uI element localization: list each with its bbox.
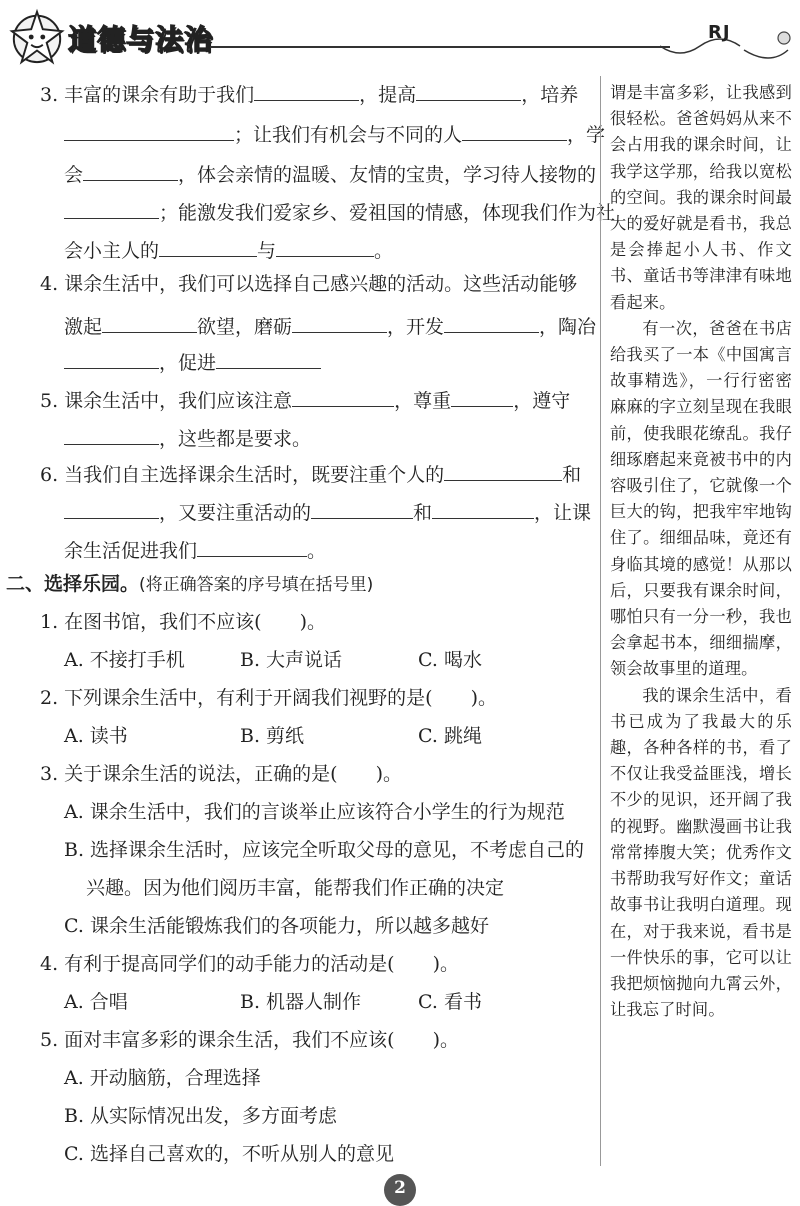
answer-blank[interactable] <box>64 198 159 219</box>
choice-q3: 3. 关于课余生活的说法，正确的是( )。 <box>40 763 402 785</box>
page-title: 道德与法治 <box>68 23 214 56</box>
choice-q4: 4. 有利于提高同学们的动手能力的活动是( )。 <box>40 953 459 975</box>
q3-line-3 <box>64 160 596 187</box>
q6-line-1 <box>40 460 581 487</box>
answer-blank[interactable] <box>451 386 513 407</box>
choice-q3-option-a[interactable]: A. 课余生活中，我们的言谈举止应该符合小学生的行为规范 <box>64 801 565 823</box>
q3-text: ，学 <box>567 124 606 146</box>
q5-text: 5. 课余生活中，我们应该注意 <box>40 390 293 412</box>
q3-line-1 <box>40 80 578 107</box>
choice-q1-option-c[interactable]: C. 喝水 <box>418 649 482 671</box>
choice-q3-option-b-cont: 兴趣。因为他们阅历丰富，能帮我们作正确的决定 <box>86 877 505 899</box>
q4-line-1: 4. 课余生活中，我们可以选择自己感兴趣的活动。这些活动能够 <box>40 273 578 295</box>
q4-line-2 <box>64 312 596 339</box>
passage-paragraph-3: 我的课余生活中，看书已成为了我最大的乐趣，各种各样的书，看了不仅让我受益匪浅，增长不少的见识，还开阔了我的视野。幽默漫画书让我常常捧腹大笑；优秀作文书帮助我写好作文；童话故事书让我明白道理。现在，对于我来说，看书是一件快乐的事，它可以让我把烦恼抛向九霄云外，让我忘了时间。 <box>610 685 792 1020</box>
q4-text: ，开发 <box>387 316 445 338</box>
q6-text: ，又要注重活动的 <box>159 502 312 524</box>
sidebar-reading-passage <box>610 80 792 1023</box>
choice-q4-option-b[interactable]: B. 机器人制作 <box>240 991 362 1013</box>
choice-q5: 5. 面对丰富多彩的课余生活，我们不应该( )。 <box>40 1029 459 1051</box>
choice-q2: 2. 下列课余生活中，有利于开阔我们视野的是( )。 <box>40 687 497 709</box>
q4-text: 激起 <box>64 316 103 338</box>
answer-blank[interactable] <box>444 312 539 333</box>
passage-paragraph-1: 谓是丰富多彩，让我感到很轻松。爸爸妈妈从来不会占用我的课余时间，让我学这学那，给我以宽松的空间。我的课余时间最大的爱好就是看书，我总是会捧起小人书、作文书、童话书等津津有味地看起来。 <box>610 83 792 312</box>
q4-text: ，陶冶 <box>539 316 597 338</box>
choice-q3-option-c[interactable]: C. 课余生活能锻炼我们的各项能力，所以越多越好 <box>64 915 489 937</box>
passage-paragraph-2: 有一次，爸爸在书店给我买了一本《中国寓言故事精选》，一行行密密麻麻的字立刻呈现在我眼前，使我眼花缭乱。我仔细琢磨起来竟被书中的内容吸引住了，它就像一个巨大的钩，把我牢牢地钩住了。细细品味，竟还有身临其境的感觉！从那以后，只要我有课余时间，哪怕只有一分一秒，我也会拿起书本，细细揣摩，领会故事里的道理。 <box>610 318 792 679</box>
choice-q1: 1. 在图书馆，我们不应该( )。 <box>40 611 326 633</box>
q6-text: 6. 当我们自主选择课余生活时，既要注重个人的 <box>40 464 445 486</box>
q6-line-3 <box>64 536 326 563</box>
q6-text: ，让课 <box>534 502 592 524</box>
page-number: 2 <box>384 1174 416 1206</box>
q5-line-1 <box>40 386 570 413</box>
choice-q5-option-a[interactable]: A. 开动脑筋，合理选择 <box>64 1067 261 1089</box>
answer-blank[interactable] <box>292 386 394 407</box>
q3-text: 3. 丰富的课余有助于我们 <box>40 84 255 106</box>
q3-text: ，提高 <box>359 84 417 106</box>
choice-q4-option-c[interactable]: C. 看书 <box>418 991 482 1013</box>
answer-blank[interactable] <box>462 120 567 141</box>
q4-text: 欲望，磨砺 <box>197 316 293 338</box>
q3-text: 与 <box>257 240 277 262</box>
choice-q2-option-c[interactable]: C. 跳绳 <box>418 725 482 747</box>
mascot-star-icon <box>8 8 66 66</box>
q3-text: 。 <box>374 240 394 262</box>
q4-text: ，促进 <box>159 352 217 374</box>
answer-blank[interactable] <box>102 312 197 333</box>
q3-line-5 <box>64 236 393 263</box>
q3-text: ；能激发我们爱家乡、爱祖国的情感，体现我们作为社 <box>159 202 616 224</box>
header-rule <box>210 46 670 48</box>
q3-line-2 <box>64 120 605 147</box>
q3-text: 会 <box>64 164 84 186</box>
answer-blank[interactable] <box>311 498 413 519</box>
q6-text: 余生活促进我们 <box>64 540 198 562</box>
answer-blank[interactable] <box>444 460 562 481</box>
answer-blank[interactable] <box>292 312 387 333</box>
choice-q2-option-a[interactable]: A. 读书 <box>64 725 128 747</box>
q6-text: 。 <box>307 540 327 562</box>
section-title: 二、选择乐园。 <box>6 573 140 595</box>
answer-blank[interactable] <box>64 348 159 369</box>
choice-q2-option-b[interactable]: B. 剪纸 <box>240 725 305 747</box>
page-header <box>0 0 800 72</box>
answer-blank[interactable] <box>276 236 374 257</box>
q3-text: ；让我们有机会与不同的人 <box>234 124 463 146</box>
q5-line-2 <box>64 424 311 451</box>
answer-blank[interactable] <box>254 80 359 101</box>
choice-q3-option-b[interactable]: B. 选择课余生活时，应该完全听取父母的意见，不考虑自己的 <box>64 839 585 861</box>
answer-blank[interactable] <box>159 236 257 257</box>
q4-line-3 <box>64 348 321 375</box>
answer-blank[interactable] <box>64 424 159 445</box>
choice-q5-option-c[interactable]: C. 选择自己喜欢的，不听从别人的意见 <box>64 1143 394 1165</box>
answer-blank[interactable] <box>83 160 178 181</box>
q6-line-2 <box>64 498 591 525</box>
q3-text: ，体会亲情的温暖、友情的宝贵，学习待人接物的 <box>178 164 597 186</box>
answer-blank[interactable] <box>197 536 307 557</box>
section-2-heading <box>6 572 373 597</box>
edition-label: RJ <box>708 22 731 43</box>
answer-blank[interactable] <box>432 498 534 519</box>
answer-blank[interactable] <box>64 120 234 141</box>
q3-line-4 <box>64 198 615 225</box>
choice-q4-option-a[interactable]: A. 合唱 <box>64 991 128 1013</box>
answer-blank[interactable] <box>216 348 321 369</box>
column-divider <box>600 76 601 1166</box>
choice-q1-option-b[interactable]: B. 大声说话 <box>240 649 343 671</box>
section-instruction: (将正确答案的序号填在括号里) <box>139 575 374 595</box>
q5-text: ，这些都是要求。 <box>159 428 312 450</box>
choice-q5-option-b[interactable]: B. 从实际情况出发，多方面考虑 <box>64 1105 338 1127</box>
answer-blank[interactable] <box>416 80 521 101</box>
answer-blank[interactable] <box>64 498 159 519</box>
q5-text: ，遵守 <box>513 390 571 412</box>
q6-text: 和 <box>562 464 582 486</box>
q5-text: ，尊重 <box>394 390 452 412</box>
q3-text: 会小主人的 <box>64 240 160 262</box>
q3-text: ，培养 <box>521 84 579 106</box>
q6-text: 和 <box>413 502 433 524</box>
choice-q1-option-a[interactable]: A. 不接打手机 <box>64 649 185 671</box>
